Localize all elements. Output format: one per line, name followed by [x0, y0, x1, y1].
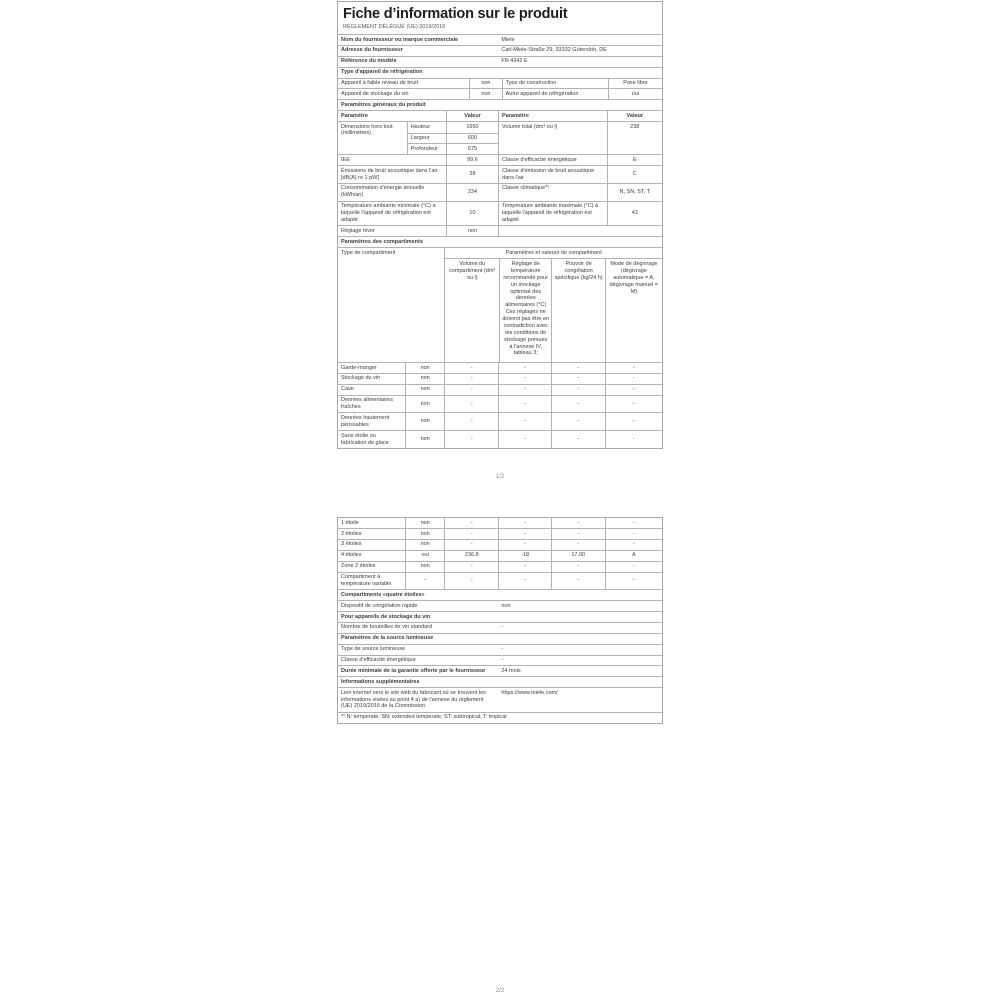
cell-value: -	[444, 540, 498, 550]
cell-value: -	[498, 573, 550, 590]
type-row-2	[338, 88, 662, 99]
column-group-header: Paramètres et valeurs de compartiment	[445, 248, 662, 259]
cell-value: non	[405, 396, 444, 413]
product-sheet-page-2	[337, 517, 663, 724]
section-title: Paramètres des compartiments	[341, 238, 423, 245]
cell-value: non	[405, 413, 444, 430]
cell-value: -	[498, 374, 550, 384]
cell-value: -18	[498, 551, 550, 561]
manufacturer-link-row	[338, 687, 662, 712]
row-label: Nom du fournisseur ou marque commerciale	[341, 36, 459, 43]
cell-value: -	[551, 518, 605, 528]
supplier-name-row	[338, 34, 662, 45]
compartment-row-denrees-fraiches	[338, 395, 662, 413]
product-sheet-page-1	[337, 1, 663, 449]
cell-value: -	[444, 573, 498, 590]
row-label: Stockage du vin	[341, 375, 381, 382]
section-source-lumineuse	[338, 633, 662, 644]
dimension-name	[408, 143, 446, 154]
row-label: Classe climatique*¹	[498, 184, 607, 201]
row-label: Classe d'émission de bruit acoustique dans l'air	[498, 166, 607, 183]
section-title: Informations supplémentaires	[341, 678, 420, 685]
section-title: Paramètres généraux du produit	[341, 101, 426, 108]
section-parametres-compartiments	[338, 236, 662, 247]
winter-setting-row	[338, 225, 662, 236]
regulation-subtitle: RÈGLEMENT DÉLÉGUÉ (UE) 2019/2016	[343, 24, 446, 30]
row-label: Classe d'efficacité énergétique	[498, 155, 607, 165]
section-title: Pour appareils de stockage du vin	[341, 613, 431, 620]
cell-value: -	[498, 363, 550, 373]
section-title: Paramètres de la source lumineuse	[341, 635, 434, 642]
compartment-header-right	[444, 248, 662, 362]
cell-value: -	[498, 562, 550, 572]
temperature-row	[338, 201, 662, 226]
model-reference-row	[338, 56, 662, 67]
row-label: IEE	[341, 156, 350, 163]
cell-value: -	[551, 529, 605, 539]
row-label: Durée minimale de la garantie offerte par le fournisseur	[341, 667, 486, 674]
row-label: Appareil de stockage du vin	[341, 90, 409, 97]
cell-value: -	[444, 529, 498, 539]
row-value: 43	[607, 202, 662, 226]
column-header: Pouvoir de congélation spécifique (kg/24 h)	[551, 259, 605, 362]
cell-value: -	[605, 529, 662, 539]
row-value: non	[469, 89, 501, 99]
compartment-row-3-etoiles	[338, 539, 662, 550]
cell-value: -	[605, 385, 662, 395]
cell-value: -	[498, 413, 550, 430]
cell-value: 17.00	[551, 551, 605, 561]
compartment-row-cave	[338, 384, 662, 395]
row-label: Température ambiante minimale (°C) à laquelle l'appareil de réfrigération est adapté	[341, 203, 436, 223]
dimensions-row	[338, 121, 662, 154]
cell-value: -	[444, 413, 498, 430]
cell-value: -	[605, 540, 662, 550]
row-label: Adresse du fournisseur	[341, 47, 403, 54]
cell-value: -	[551, 385, 605, 395]
cell-value: -	[405, 573, 444, 590]
row-label: Lien internet vers le site web du fabricant où se trouvent les informations visées au point 4 a) de l'annexe du règlement (UE) 2019/2016 de la Commission	[341, 689, 486, 710]
cell-value: non	[405, 562, 444, 572]
section-title: Compartiments «quatre étoiles»	[341, 591, 425, 598]
row-label: Consommation d'énergie annuelle (kWh/an)	[341, 185, 425, 199]
row-value: 234	[446, 184, 498, 201]
cell-value: -	[444, 562, 498, 572]
cell-value: non	[405, 431, 444, 448]
cell-value: -	[551, 431, 605, 448]
iee-row	[338, 154, 662, 165]
cell-value: -	[605, 562, 662, 572]
row-value: Miele	[501, 36, 515, 43]
row-label: Dispositif de congélation rapide	[341, 602, 418, 609]
energy-row	[338, 183, 662, 201]
empty-cell	[498, 226, 662, 236]
cell-value: -	[444, 374, 498, 384]
row-value: Pose libre	[608, 79, 662, 89]
dimension-name	[408, 122, 446, 133]
row-value: 10	[446, 202, 498, 226]
general-header-row	[338, 110, 662, 121]
cell-value: -	[605, 363, 662, 373]
cell-value: -	[551, 562, 605, 572]
row-label: Nombre de bouteilles de vin standard	[341, 624, 433, 631]
compartment-row-stockage-vin	[338, 373, 662, 384]
noise-row	[338, 165, 662, 183]
compartment-header	[338, 247, 662, 362]
row-label: 4 étoiles	[341, 552, 362, 559]
row-label: Denrées hautement périssables	[341, 414, 390, 428]
column-header: Volume du compartiment (dm³ ou l)	[449, 261, 496, 281]
page-number-2: 2/2	[495, 988, 505, 994]
title-block	[338, 2, 662, 34]
dimension-value: 675	[447, 143, 498, 154]
row-label: Référence du modèle	[341, 58, 397, 65]
compartment-row-4-etoiles	[338, 550, 662, 561]
row-label: Réglage hiver	[341, 227, 375, 234]
light-class-row	[338, 655, 662, 666]
cell-value: -	[551, 396, 605, 413]
dimension-name-label: Profondeur	[410, 145, 438, 152]
row-label: Volume total (dm³ ou l)	[498, 122, 607, 154]
column-header: Réglage de température recommandé pour un stockage optimisé des denrées alimentaires (°C) Ces réglages ne doivent pas être en contradiction avec les conditions de stockage prévues à l'annexe IV, tableau 3;	[499, 259, 551, 362]
cell-value: -	[551, 573, 605, 590]
manufacturer-link[interactable]: https://www.miele.com/	[501, 689, 558, 696]
cell-value: -	[551, 374, 605, 384]
cell-value: -	[605, 413, 662, 430]
dimension-name-label: Largeur	[410, 135, 430, 141]
row-value: 24 mois	[501, 667, 521, 674]
cell-value: -	[498, 540, 550, 550]
compartment-row-2-etoiles	[338, 528, 662, 539]
column-header: Valeur	[446, 111, 498, 121]
row-value: non	[446, 226, 498, 236]
row-label: Sans étoile ou fabrication de glace	[341, 432, 389, 446]
cell-value: -	[498, 529, 550, 539]
row-value: oui	[608, 89, 662, 99]
dimension-name	[408, 133, 446, 144]
row-label: Autre appareil de réfrigération	[502, 89, 608, 99]
cell-value: non	[405, 518, 444, 528]
cell-value: -	[498, 396, 550, 413]
cell-value: oui	[405, 551, 444, 561]
column-header: Type de compartiment	[341, 249, 396, 256]
dimension-names	[407, 122, 446, 154]
compartment-row-1-etoile	[338, 518, 662, 528]
section-type-appareil	[338, 67, 662, 78]
row-label: Compartiment à température variable	[341, 574, 392, 587]
section-title: Type d'appareil de réfrigération	[341, 69, 423, 76]
row-value: FN 4342 E	[501, 58, 528, 65]
cell-value: -	[498, 518, 550, 528]
row-label: Appareil à faible niveau de bruit	[341, 80, 419, 86]
cell-value: non	[405, 540, 444, 550]
cell-value: non	[405, 363, 444, 373]
compartment-subheaders	[445, 259, 662, 362]
row-value: 99.6	[446, 155, 498, 165]
cell-value: -	[605, 573, 662, 590]
row-value: 38	[446, 166, 498, 183]
row-label: Type de construction	[502, 79, 608, 89]
compartment-row-sans-etoile	[338, 430, 662, 448]
cell-value: -	[498, 431, 550, 448]
row-label: Cave	[341, 386, 354, 393]
cell-value: -	[444, 431, 498, 448]
row-value: -	[501, 657, 504, 663]
wine-bottles-row	[338, 622, 662, 633]
supplier-address-row	[338, 45, 662, 56]
cell-value: -	[444, 518, 498, 528]
dimension-values	[446, 122, 498, 154]
section-quatre-etoiles	[338, 589, 662, 600]
column-header: Paramètre	[341, 112, 368, 119]
cell-value: -	[498, 385, 550, 395]
column-header: Mode de dégivrage (dégivrage automatique = A, dégivrage manuel = M)	[605, 259, 662, 362]
compartment-row-garde-manger	[338, 362, 662, 373]
row-value: -	[501, 624, 504, 631]
column-header: Paramètre	[498, 111, 607, 121]
row-value: -	[501, 646, 504, 653]
row-label: 2 étoiles	[341, 530, 362, 537]
cell-value: -	[551, 540, 605, 550]
type-row-1	[338, 78, 662, 89]
cell-value: -	[444, 363, 498, 373]
page-number-1: 1/2	[495, 474, 505, 480]
row-label: 1 étoile	[341, 519, 359, 526]
section-parametres-generaux	[338, 99, 662, 110]
row-label: Garde-manger	[341, 364, 377, 371]
cell-value: -	[551, 413, 605, 430]
row-label: 3 étoiles	[341, 541, 362, 548]
row-label: Type de source lumineuse	[341, 646, 406, 653]
fast-freeze-row	[338, 600, 662, 611]
compartment-row-zone-2-etoiles	[338, 561, 662, 572]
cell-value: -	[605, 431, 662, 448]
row-value: N, SN, ST, T	[607, 184, 662, 201]
row-value: non	[501, 602, 511, 609]
column-header: Valeur	[607, 111, 662, 121]
compartment-row-temperature-variable	[338, 572, 662, 590]
section-stockage-vin	[338, 611, 662, 622]
cell-value: -	[444, 385, 498, 395]
cell-value: non	[405, 385, 444, 395]
compartment-row-denrees-perissables	[338, 412, 662, 430]
dimension-name-label: Hauteur	[410, 123, 431, 130]
row-value: C	[607, 166, 662, 183]
row-value: E	[607, 155, 662, 165]
cell-value: non	[405, 529, 444, 539]
cell-value: -	[551, 363, 605, 373]
cell-value: -	[605, 374, 662, 384]
dimension-value: 1650	[466, 123, 479, 130]
cell-value: -	[444, 396, 498, 413]
cell-value: A	[605, 551, 662, 561]
section-informations-supplementaires	[338, 676, 662, 687]
row-value: 238	[607, 122, 662, 154]
row-label: Température ambiante maximale (°C) à laquelle l'appareil de réfrigération est adapté	[498, 202, 607, 226]
dimension-value: 600	[447, 133, 498, 144]
row-value: non	[469, 79, 501, 89]
row-label: Classe d'efficacité énergétique	[341, 657, 416, 663]
climate-class-footnote: *¹ N: temperate; SN: extended temperate; ST: subtropical; T: tropical	[341, 714, 507, 721]
row-label: Dimensions hors tout (millimètres)	[341, 123, 393, 137]
row-label: Émissions de bruit acoustique dans l'air [dB(A) re 1 pW]	[341, 167, 438, 181]
light-type-row	[338, 644, 662, 655]
cell-value: -	[605, 518, 662, 528]
footnote-row	[338, 712, 662, 723]
warranty-row	[338, 665, 662, 676]
document-title: Fiche d’information sur le produit	[343, 6, 568, 22]
cell-value: -	[605, 396, 662, 413]
row-label: Zone 2 étoiles	[341, 563, 376, 570]
row-value: Carl-Miele-Straße 29, 33332 Gütersloh, DE	[501, 47, 607, 54]
cell-value: non	[405, 374, 444, 384]
row-label: Denrées alimentaires fraîches	[341, 397, 393, 410]
cell-value: 236.8	[444, 551, 498, 561]
